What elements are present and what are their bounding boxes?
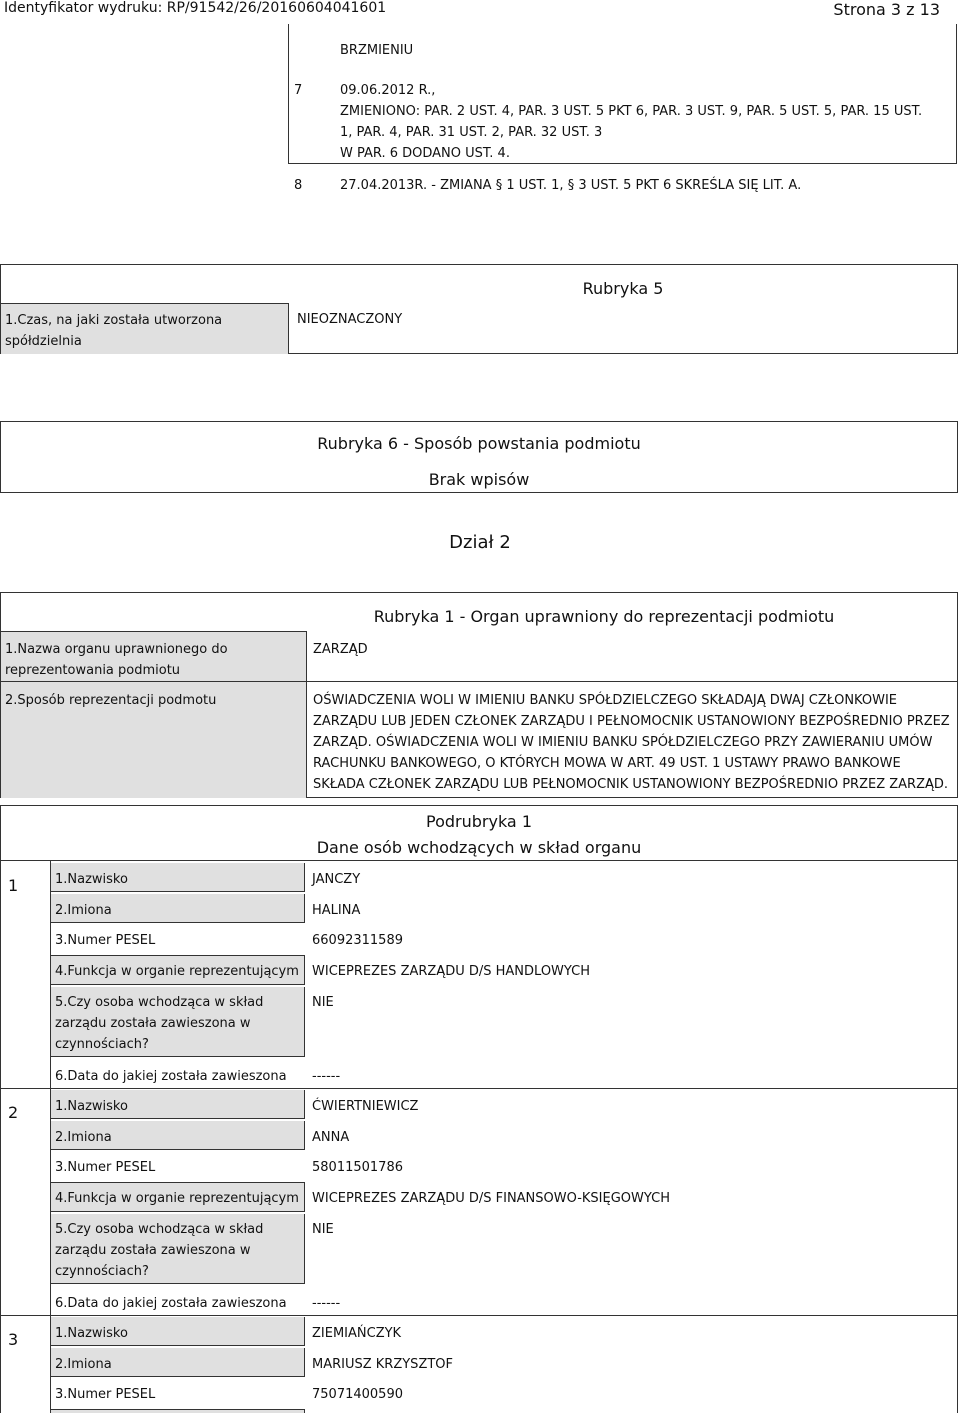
representation-method-line: ZARZĄDU LUB JEDEN CZŁONEK ZARZĄDU I PEŁNOMOCNIK USTANOWIONY BEZPOŚREDNIO PRZEZ [313,714,950,729]
pesel-value: 66092311589 [312,933,403,948]
history-row-line: ZMIENIONO: PAR. 2 UST. 4, PAR. 3 UST. 5 PKT 6, PAR. 3 UST. 9, PAR. 5 UST. 5, PAR. 15 UST. [340,104,923,119]
history-top-label: BRZMIENIU [340,43,414,58]
label-cell [51,1409,305,1413]
rubryka6-empty: Brak wpisów [428,470,530,489]
history-row-line: 27.04.2013R. - ZMIANA § 1 UST. 1, § 3 UST. 5 PKT 6 SKREŚLA SIĘ LIT. A. [340,178,802,193]
person-number: 1 [8,876,19,895]
names-label: 2.Imiona [55,1130,112,1145]
podrubryka-title: Podrubryka 1 [426,812,532,831]
page-number: Strona 3 z 13 [833,0,940,19]
rubryka6-title: Rubryka 6 - Sposób powstania podmiotu [317,434,641,453]
rubryka5-label-line: 1.Czas, na jaki została utworzona [5,313,223,328]
pesel-value: 58011501786 [312,1160,403,1175]
suspended-value: NIE [312,995,334,1010]
rubryka1-section [0,592,958,798]
representation-method-line: OŚWIADCZENIA WOLI W IMIENIU BANKU SPÓŁDZIELCZEGO SKŁADAJĄ DWAJ CZŁONKOWIE [313,693,897,708]
surname-value: ĆWIERTNIEWICZ [312,1099,419,1114]
person-divider [0,1088,958,1089]
rubryka1-title: Rubryka 1 - Organ uprawniony do reprezentacji podmiotu [373,607,835,626]
names-value: ANNA [312,1130,350,1145]
suspended-label: 5.Czy osoba wchodząca w skład [55,995,264,1010]
suspended-label: zarządu została zawieszona w [55,1243,251,1258]
rubryka5-value: NIEOZNACZONY [297,312,403,327]
suspended-date-label: 6.Data do jakiej została zawieszona [55,1296,287,1311]
podrubryka-header [0,805,958,861]
rubryka5-label-line: spółdzielnia [5,334,82,349]
function-label: 4.Funkcja w organie reprezentującym [55,964,299,979]
function-value: WICEPREZES ZARZĄDU D/S HANDLOWYCH [312,964,590,979]
function-label: 4.Funkcja w organie reprezentującym [55,1191,299,1206]
history-row-num: 7 [294,83,303,98]
dzial2-title: Dział 2 [449,532,511,553]
suspended-label: 5.Czy osoba wchodząca w skład [55,1222,264,1237]
suspended-date-value: ------ [312,1069,341,1084]
suspended-label: zarządu została zawieszona w [55,1016,251,1031]
suspended-label: czynnościach? [55,1264,149,1279]
suspended-date-value: ------ [312,1296,341,1311]
suspended-label: czynnościach? [55,1037,149,1052]
names-label: 2.Imiona [55,1357,112,1372]
names-label: 2.Imiona [55,903,112,918]
person-number: 2 [8,1103,19,1122]
pesel-label: 3.Numer PESEL [55,1160,156,1175]
rubryka5-title: Rubryka 5 [582,279,664,298]
person-number: 3 [8,1330,19,1349]
podrubryka-subtitle: Dane osób wchodzących w skład organu [316,838,642,857]
print-id: Identyfikator wydruku: RP/91542/26/20160604041601 [4,0,387,16]
representation-method-line: RACHUNKU BANKOWEGO, O KTÓRYCH MOWA W ART. 49 UST. 1 USTAWY PRAWO BANKOWE [313,756,901,771]
history-row-num: 8 [294,178,303,193]
rubryka6-section [0,421,958,493]
surname-value: ZIEMIAŃCZYK [312,1326,402,1341]
organ-name-label: reprezentowania podmiotu [5,663,181,678]
person-divider [0,1315,958,1316]
divider [307,681,957,682]
rubryka5-section [0,264,958,354]
organ-name-label: 1.Nazwa organu uprawnionego do [5,642,228,657]
representation-method-line: SKŁADA CZŁONEK ZARZĄDU LUB PEŁNOMOCNIK USTANOWIONY BEZPOŚREDNIO PRZEZ ZARZĄD. [313,777,949,792]
history-row-line: W PAR. 6 DODANO UST. 4. [340,146,510,161]
function-value: WICEPREZES ZARZĄDU D/S FINANSOWO-KSIĘGOWYCH [312,1191,670,1206]
surname-label: 1.Nazwisko [55,1326,128,1341]
history-row-line: 09.06.2012 R., [340,83,436,98]
rubryka5-label-cell [1,303,289,354]
representation-method-line: ZARZĄD. OŚWIADCZENIA WOLI W IMIENIU BANKU SPÓŁDZIELCZEGO PRZY ZAWIERANIU UMÓW [313,735,933,750]
representation-method-label: 2.Sposób reprezentacji podmotu [5,693,217,708]
history-row-line: 1, PAR. 4, PAR. 31 UST. 2, PAR. 32 UST. 3 [340,125,603,140]
suspended-value: NIE [312,1222,334,1237]
suspended-date-label: 6.Data do jakiej została zawieszona [55,1069,287,1084]
surname-value: JANCZY [312,872,361,887]
surname-label: 1.Nazwisko [55,872,128,887]
divider [1,681,307,682]
surname-label: 1.Nazwisko [55,1099,128,1114]
pesel-value: 75071400590 [312,1387,403,1402]
organ-name-value: ZARZĄD [313,642,368,657]
pesel-label: 3.Numer PESEL [55,933,156,948]
names-value: MARIUSZ KRZYSZTOF [312,1357,453,1372]
names-value: HALINA [312,903,361,918]
pesel-label: 3.Numer PESEL [55,1387,156,1402]
